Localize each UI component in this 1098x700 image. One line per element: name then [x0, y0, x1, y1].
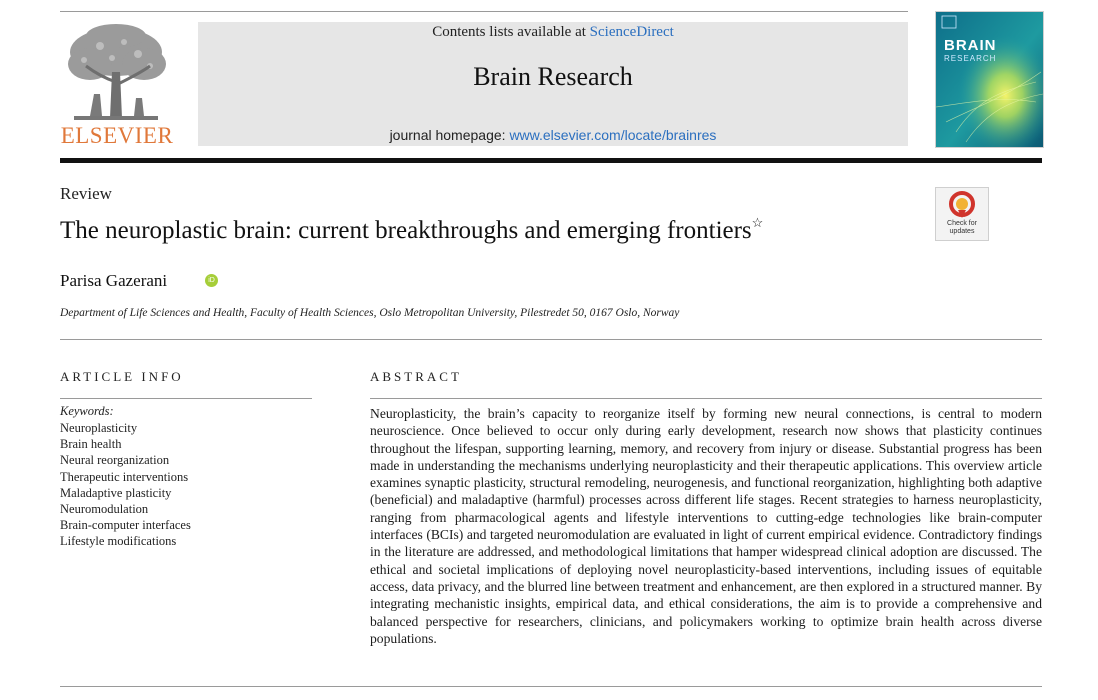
keyword-item[interactable]: Neuromodulation — [60, 502, 149, 517]
check-updates-icon — [936, 188, 988, 220]
publisher-name: ELSEVIER — [60, 123, 174, 148]
keyword-item[interactable]: Lifestyle modifications — [60, 534, 177, 549]
keyword-item[interactable]: Neural reorganization — [60, 453, 170, 468]
check-for-updates-label: Check for updates — [947, 220, 977, 235]
keyword-item[interactable]: Brain health — [60, 437, 122, 452]
header-bottom-rule — [60, 158, 1042, 163]
journal-homepage-link[interactable]: www.elsevier.com/locate/brainres — [509, 127, 717, 143]
header-top-rule — [60, 11, 908, 12]
keyword-item[interactable]: Maladaptive plasticity — [60, 485, 172, 500]
keyword-item[interactable]: Brain-computer interfaces — [60, 518, 191, 533]
orcid-icon[interactable]: iD — [205, 274, 218, 287]
sciencedirect-link[interactable]: ScienceDirect — [589, 24, 674, 40]
author-affiliation: Department of Life Sciences and Health, Faculty of Health Sciences, Oslo Metropolitan University, Pilestredet 50, 0167 Oslo, Norway — [60, 307, 680, 319]
keyword-item[interactable]: Therapeutic interventions — [60, 469, 189, 484]
journal-cover-image[interactable] — [935, 11, 1044, 148]
keywords-label: Keywords: — [60, 404, 114, 418]
article-title-text: The neuroplastic brain: current breakthroughs and emerging frontiers — [60, 217, 752, 244]
keywords-list — [60, 420, 310, 550]
article-type: Review — [60, 184, 112, 203]
contents-prefix: Contents lists available at — [432, 24, 590, 40]
cover-subtitle: RESEARCH — [944, 54, 997, 63]
article-title — [60, 217, 763, 245]
title-footnote-mark[interactable]: ☆ — [751, 215, 764, 230]
cover-title: BRAIN — [944, 37, 997, 54]
contents-line — [198, 24, 908, 41]
journal-title: Brain Research — [473, 62, 633, 91]
article-info-rule — [60, 398, 312, 399]
abstract-text: Neuroplasticity, the brain’s capacity to reorganize itself by forming new neural connections, is central to modern neuroscience. Once believed to occur only during early development, research now shows that plasticity continues throughout the lifespan, supporting learning, memory, and recovery from injury or disease. Substantial progress has been made in understanding the mechanisms underlying neuroplasticity and their therapeutic applications. This overview article examines synaptic plasticity, structural remodeling, neurogenesis, and functional reorganization, highlighting both adaptive (beneficial) and maladaptive (harmful) processes across different life stages. Recent strategies to harness neuroplasticity, ranging from pharmacological agents and lifestyle interventions to cutting-edge technologies like brain-computer interfaces (BCIs) and targeted neuromodulation are evaluated in light of current empirical evidence. Contradictory findings in the literature are addressed, and methodological limitations that hamper widespread clinical adoption are discussed. The ethical and societal implications of deploying novel neuroplasticity-based interventions, including issues of equitable access, data privacy, and the blurred line between treatment and enhancement, are then explored in a structured manner. By integrating mechanistic insights, empirical data, and ethical considerations, the aim is to provide a comprehensive and balanced perspective for researchers, clinicians, and policymakers working to optimize brain health across diverse populations. — [370, 406, 1042, 646]
article-info-heading: ARTICLE INFO — [60, 369, 184, 384]
homepage-prefix: journal homepage: — [389, 127, 510, 143]
section-rule — [60, 339, 1042, 340]
abstract-rule — [370, 398, 1042, 399]
homepage-line — [198, 127, 908, 143]
check-for-updates-button[interactable] — [935, 187, 989, 241]
keyword-item[interactable]: Neuroplasticity — [60, 421, 138, 435]
abstract-heading: ABSTRACT — [370, 369, 462, 384]
author-name[interactable]: Parisa Gazerani — [60, 271, 168, 290]
bottom-rule — [60, 686, 1042, 687]
